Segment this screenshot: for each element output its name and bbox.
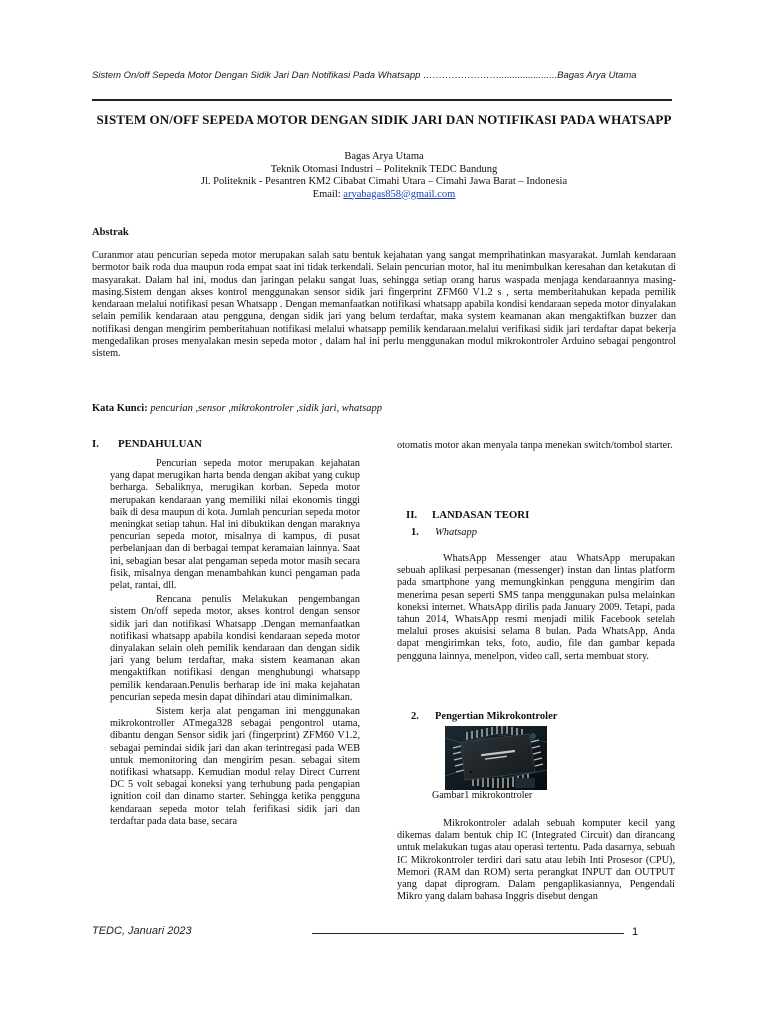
subsection-heading-whatsapp [411, 527, 477, 538]
running-header: Sistem On/off Sepeda Motor Dengan Sidik Jari Dan Notifikasi Pada Whatsapp ……………………......................Bagas Arya Utama [92, 70, 637, 81]
paragraph: otomatis motor akan menyala tanpa menekan switch/tombol starter. [397, 440, 673, 451]
keywords-value: pencurian ,sensor ,mikrokontroler ,sidik jari, whatsapp [147, 403, 383, 414]
author-email-line [92, 189, 676, 202]
microcontroller-figure [445, 726, 547, 790]
section-title: LANDASAN TEORI [432, 509, 530, 521]
paragraph: Pencurian sepeda motor merupakan kejahatan yang dapat merugikan harta benda dengan akibat yang cukup berharga. Sebaliknya, merugikan korban. Sepeda motor merupakan kendaraan yang memiliki nilai ekonomis tinggi baik di desa maupun di kota. Jumlah pencurian sepeda motor meningkat setiap tahun. Hal ini dibuktikan dengan maraknya pencurian sepeda motor, misalnya di kampus, di pusat perbelanjaan dan di berbagai tempat keramaian lainnya. Saat ini, sebagian besar alat pengaman sepeda motor masih secara fisik, misalnya dengan menambahkan kunci pengaman pada pelat, rantai, dll. [110, 458, 360, 592]
keywords-label: Kata Kunci: [92, 403, 148, 414]
section-number: II. [406, 509, 418, 521]
abstract-heading: Abstrak [92, 227, 129, 238]
footer-rule [312, 933, 624, 934]
page-number: 1 [632, 926, 639, 938]
paragraph: Rencana penulis Melakukan pengembangan sistem On/off sepeda motor, akses kontrol dengan sensor sidik jari dan notifikasi Whatsapp .Dengan memanfaatkan notifikasi whatsapp apabila kondisi kendaraan sepeda motor dinyalakan selain oleh pemilik kendaraan dan dengan sidik jari yang belum terdaftar, maka sistem keamanan akan mengaktifkan notifikasi dengan menghubungi whatsapp pemilik kendaraan.Penulis berharap ide ini maka kejahatan pencurian sepeda mesin dapat dihindari atau diminimalkan. [110, 594, 360, 703]
right-column-top [397, 440, 675, 452]
header-rule [92, 99, 672, 101]
paper-title: SISTEM ON/OFF SEPEDA MOTOR DENGAN SIDIK JARI DAN NOTIFIKASI PADA WHATSAPP [96, 112, 672, 127]
figure-caption: Gambar1 mikrokontroler [432, 790, 533, 801]
author-affiliation: Teknik Otomasi Industri – Politeknik TEDC Bandung [270, 163, 498, 175]
keywords [92, 403, 676, 414]
footer-journal-date: TEDC, Januari 2023 [92, 925, 192, 937]
subsection-title: Pengertian Mikrokontroler [435, 711, 558, 722]
author-name: Bagas Arya Utama [344, 151, 424, 162]
left-column [110, 458, 360, 828]
section-heading-pendahuluan [92, 438, 202, 450]
abstract-text: Curanmor atau pencurian sepeda motor merupakan salah satu bentuk kejahatan yang sangat memprihatinkan masyarakat. Jumlah kendaraan bermotor baik roda dua maupun roda empat saat ini tidak terkendali. Selain pencurian motor, hal itu menimbulkan keresahan dan ketakutan di masyarakat. Dalam hal ini, modus dan jaringan pelaku sangat luas, sehingga setiap orang harus waspada menjaga kendaraannya masing-masing.Sistem dengan akses kontrol menggunakan sensor sidik jari fingerprint ZFM60 V1.2 s , serta memberitahukan kepada pemilik kendaraan melalui notifikasi pesan Whatsapp . Dengan memanfaatkan notifikasi whatsapp apabila kondisi kendaraan sepeda motor dinyalakan selain pemilik kendaraan atau pengguna, dengan sidik jari yang belum terdaftar, maka system keamanan akan mengaktifkan buzzer dan notifikasi dengan mengirim pemberitahuan notifikasi melalui whatsapp pemilik kendaraan.melalui verifikasi sidik jari terdaftar dapat bekerja mengedalikan proses menyalakan mesin sepeda motor , dalam hal ini perlu menggunakan modul mikrokontroler Arduino sebagai pengontrol sistem. [92, 250, 676, 360]
paragraph: Sistem kerja alat pengaman ini menggunakan mikrokontroller ATmega328 sebagai pengontrol utama, dibantu dengan Sensor sidik jari (fingerprint) ZFM60 V1.2, sebagai pemindai sidik jari dan akan terintregasi pada WEB untuk memonitoring dan mengirim pesan. sebagai sitem notifikasi whatsapp. Kemudian modul relay Direct Current DC 5 volt sebagai koneksi yang terhubung pada pengapian ignition coil dan dinamo starter. Sehingga ketika pengguna kendaraan sepeda motor telah ferifikasi sidik jari dan terdaftar pada data base, secara [110, 706, 360, 827]
microcontroller-chip-image [445, 726, 547, 790]
paragraph: Mikrokontroler adalah sebuah komputer kecil yang dikemas dalam bentuk chip IC (Integrated Circuit) dan dirancang untuk melakukan tugas atau operasi tertentu. Pada dasarnya, sebuah IC Mikrokontroler terdiri dari satu atau lebih Inti Prosesor (CPU), Memori (RAM dan ROM) serta perangkat INPUT dan OUTPUT yang dapat diprogram. Dalam pengaplikasiannya, Pengendali Mikro yang dalam bahasa Inggris disebut dengan [397, 818, 675, 903]
subsection-number: 1. [411, 527, 419, 538]
section-heading-landasan-teori [406, 509, 529, 521]
paragraph: WhatsApp Messenger atau WhatsApp merupakan sebuah aplikasi perpesanan (messenger) instan dan lintas platform pada smartphone yang memungkinkan pengguna mengirim dan menerima pesan seperti SMS tanpa menggunakan pulsa melainkan koneksi internet. WhatsApp dirilis pada January 2009. Tetapi, pada tahun 2014, WhatsApp resmi menjadi milik Facebook setelah melalui proses akuisisi selama 8 bulan. Pada WhatsApp, Anda dapat mengirimkan teks, foto, audio, file dan gambar kepada pengguna lainnya, menelpon, video call, serta membuat story. [397, 553, 675, 662]
section-number: I. [92, 438, 99, 450]
author-address: Jl. Politeknik - Pesantren KM2 Cibabat Cimahi Utara – Cimahi Jawa Barat – Indonesia [200, 176, 568, 187]
email-link[interactable]: aryabagas858@gmail.com [343, 188, 456, 200]
author-block [92, 151, 676, 201]
mikrokontroler-paragraph-block [397, 818, 675, 903]
section-title: PENDAHULUAN [118, 438, 202, 450]
email-label: Email: [312, 188, 344, 200]
whatsapp-paragraph-block [397, 553, 675, 663]
subsection-heading-mikrokontroler [411, 711, 557, 722]
subsection-number: 2. [411, 711, 419, 722]
subsection-title: Whatsapp [435, 527, 477, 538]
